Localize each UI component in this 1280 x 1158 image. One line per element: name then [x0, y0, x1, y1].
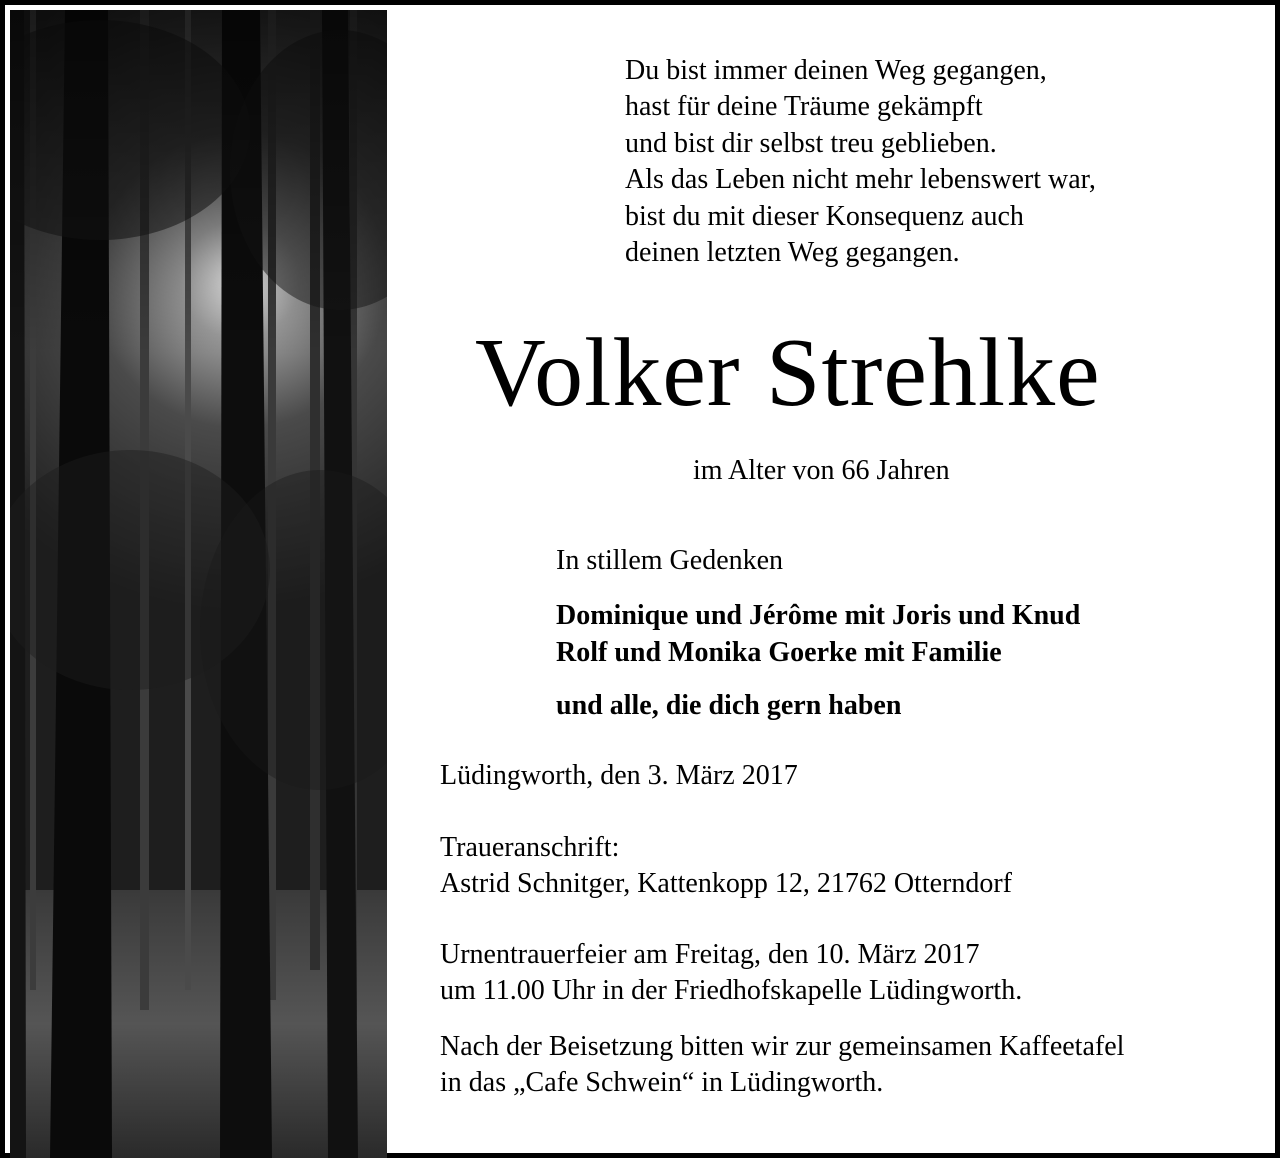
reception-line: in das „Cafe Schwein“ in Lüdingworth.: [440, 1067, 884, 1098]
poem-line: deinen letzten Weg gegangen.: [625, 237, 960, 269]
mourner-line: Rolf und Monika Goerke mit Familie: [556, 637, 1002, 668]
service-line: Urnentrauerfeier am Freitag, den 10. März 2017: [440, 939, 980, 970]
mourner-closing: und alle, die dich gern haben: [556, 690, 902, 721]
service-line: um 11.00 Uhr in der Friedhofskapelle Lüdingworth.: [440, 975, 1023, 1006]
place-date: Lüdingworth, den 3. März 2017: [440, 760, 798, 791]
mourner-line: Dominique und Jérôme mit Joris und Knud: [556, 600, 1081, 631]
poem-line: bist du mit dieser Konsequenz auch: [625, 200, 1024, 232]
poem: [625, 53, 1096, 271]
poem-line: Du bist immer deinen Weg gegangen,: [625, 55, 1047, 86]
address-label: Traueranschrift:: [440, 832, 620, 863]
poem-line: Als das Leben nicht mehr lebenswert war,: [625, 164, 1096, 196]
service-info: [440, 937, 1022, 1009]
poem-line: hast für deine Träume gekämpft: [625, 91, 983, 123]
poem-line: und bist dir selbst treu geblieben.: [625, 127, 997, 159]
reception-line: Nach der Beisetzung bitten wir zur gemeinsamen Kaffeetafel: [440, 1031, 1125, 1062]
age-text: im Alter von 66 Jahren: [693, 455, 950, 486]
deceased-name: Volker Strehlke: [475, 319, 1101, 427]
forest-photo: [10, 10, 387, 1158]
address-value: Astrid Schnitger, Kattenkopp 12, 21762 Otterndorf: [440, 868, 1013, 899]
mourning-intro: In stillem Gedenken: [556, 545, 784, 576]
mourner-list: [556, 597, 1080, 671]
reception-info: [440, 1029, 1124, 1101]
